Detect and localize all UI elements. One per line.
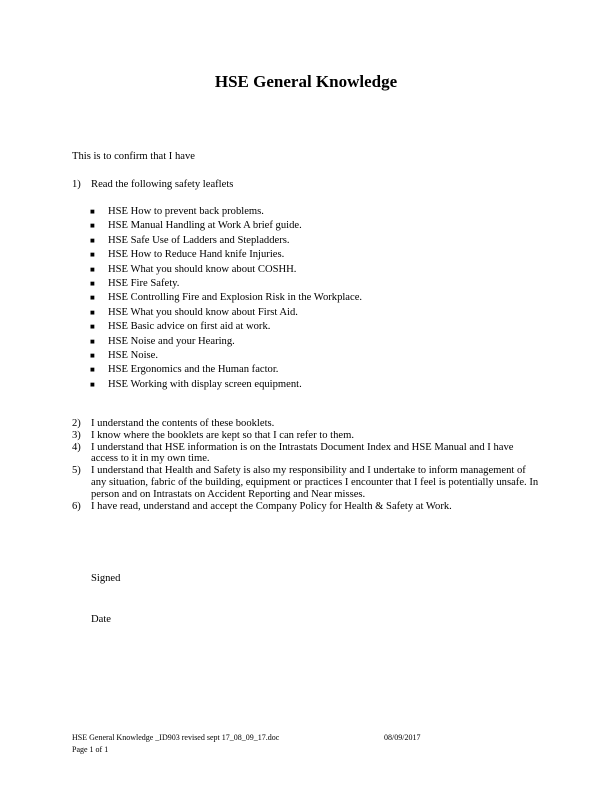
- list-item: [72, 418, 542, 430]
- bullet-icon: ■: [90, 235, 95, 245]
- leaflet-title: HSE How to Reduce Hand knife Injuries.: [108, 249, 285, 261]
- leaflet-title: HSE Noise.: [108, 349, 159, 361]
- bullet-icon: ■: [90, 336, 95, 346]
- statement-text: I have read, understand and accept the Company Policy for Health & Safety at Work.: [91, 500, 452, 512]
- signed-label: Signed: [91, 573, 121, 584]
- statement-text: I understand the contents of these booklets.: [91, 418, 275, 429]
- list-item: [89, 234, 362, 248]
- leaflet-title: HSE Noise and your Hearing.: [108, 335, 235, 347]
- leaflet-title: HSE Working with display screen equipment.: [108, 378, 302, 390]
- statement-number: 4): [72, 441, 81, 453]
- list-item: [89, 378, 362, 392]
- statement-list: [72, 418, 542, 512]
- document-title: HSE General Knowledge: [214, 72, 398, 91]
- statement-number: 3): [72, 429, 81, 441]
- bullet-icon: ■: [90, 293, 95, 303]
- list-item: [72, 465, 542, 500]
- section-1-text: Read the following safety leaflets: [91, 179, 234, 190]
- leaflet-title: HSE Manual Handling at Work A brief guide.: [108, 220, 302, 232]
- bullet-icon: ■: [90, 250, 95, 260]
- bullet-icon: ■: [90, 365, 95, 375]
- leaflet-title: HSE How to prevent back problems.: [108, 206, 264, 217]
- footer-date: 08/09/2017: [384, 733, 421, 742]
- intro-text: This is to confirm that I have: [72, 151, 195, 162]
- statement-number: 5): [72, 465, 81, 477]
- statement-number: 6): [72, 500, 81, 512]
- bullet-icon: ■: [90, 322, 95, 332]
- list-item: [89, 306, 362, 320]
- leaflet-title: HSE Ergonomics and the Human factor.: [108, 364, 279, 376]
- list-item: [89, 349, 362, 363]
- list-item: [89, 248, 362, 262]
- bullet-icon: ■: [90, 350, 95, 360]
- leaflet-title: HSE Basic advice on first aid at work.: [108, 321, 271, 333]
- leaflet-title: HSE What you should know about First Aid.: [108, 306, 298, 318]
- footer-page-number: Page 1 of 1: [72, 745, 109, 754]
- statement-text: I understand that HSE information is on the Intrastats Document Index and HSE Manual and I have access to it in my own time.: [91, 441, 514, 465]
- list-item: [89, 219, 362, 233]
- bullet-icon: ■: [90, 379, 95, 389]
- leaflet-title: HSE Controlling Fire and Explosion Risk in the Workplace.: [108, 292, 363, 304]
- list-item: [72, 442, 542, 466]
- list-item: [89, 320, 362, 334]
- list-item: [89, 335, 362, 349]
- footer-filename: HSE General Knowledge _ID903 revised sept 17_08_09_17.doc: [72, 733, 280, 742]
- list-item: [89, 277, 362, 291]
- date-label: Date: [91, 614, 111, 625]
- bullet-icon: ■: [90, 264, 95, 274]
- list-item: [89, 263, 362, 277]
- leaflet-list: [89, 205, 362, 392]
- statement-number: 2): [72, 418, 81, 429]
- statement-text: I know where the booklets are kept so that I can refer to them.: [91, 429, 354, 441]
- list-item: [72, 430, 542, 442]
- bullet-icon: ■: [90, 207, 95, 216]
- bullet-icon: ■: [90, 307, 95, 317]
- bullet-icon: ■: [90, 278, 95, 288]
- leaflet-title: HSE Safe Use of Ladders and Stepladders.: [108, 234, 290, 246]
- leaflet-title: HSE What you should know about COSHH.: [108, 263, 297, 275]
- list-item: [89, 363, 362, 377]
- bullet-icon: ■: [90, 221, 95, 231]
- list-item: [89, 291, 362, 305]
- section-1-number: 1): [72, 179, 81, 190]
- statement-text: I understand that Health and Safety is also my responsibility and I undertake to inform management of any situation, fabric of the building, equipment or practices I encounter that I feel is potentially unsafe. In person and on Intrastats on Accident Reporting and Near misses.: [91, 465, 539, 500]
- list-item: [89, 205, 362, 219]
- list-item: [72, 501, 542, 513]
- leaflet-title: HSE Fire Safety.: [108, 277, 180, 289]
